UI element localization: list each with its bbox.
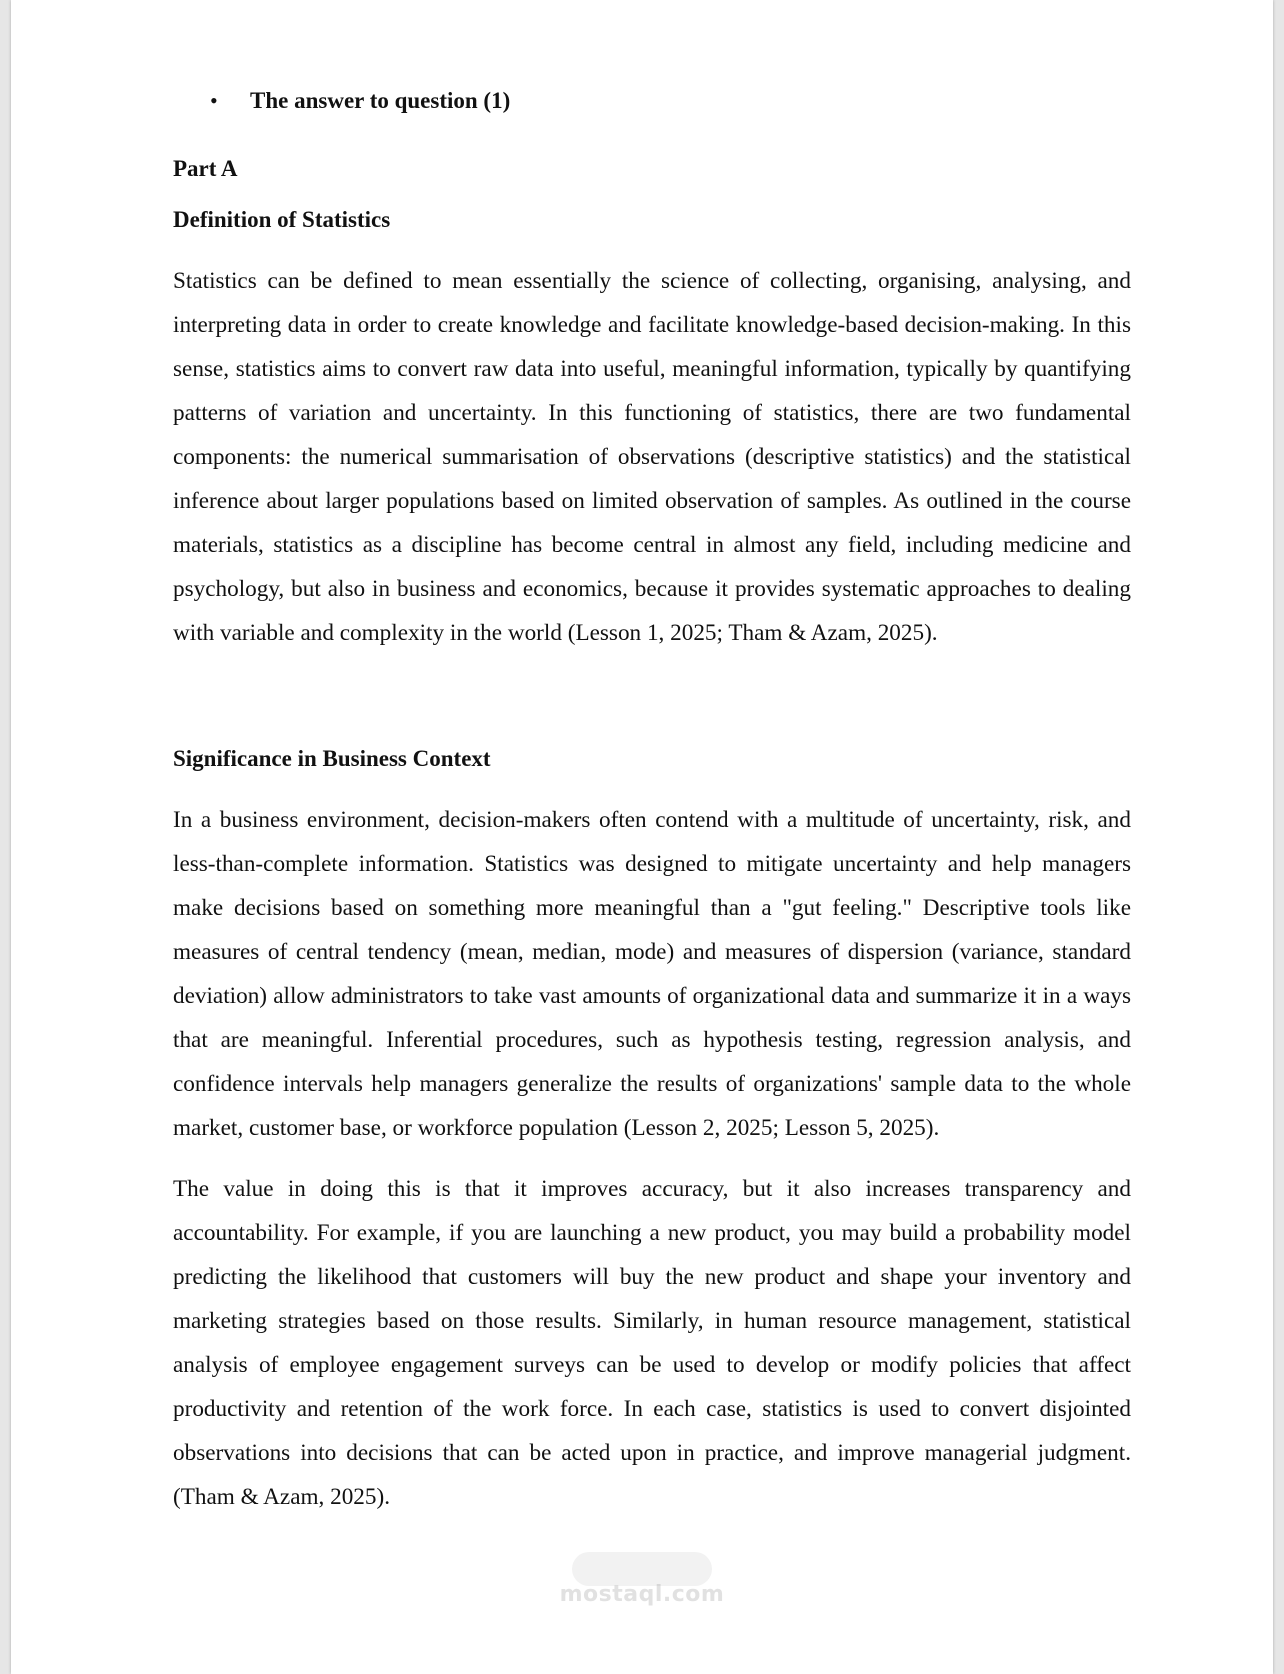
watermark-text: mostaql.com [559,1582,725,1607]
watermark-logo [572,1552,712,1586]
question-bullet [210,82,1131,120]
definition-paragraph: Statistics can be defined to mean essentially the science of collecting, organising, analysing, and interpreting data in order to create knowledge and facilitate knowledge-based decision-making. In this sense, statistics aims to convert raw data into useful, meaningful information, typically by quantifying patterns of variation and uncertainty. In this functioning of statistics, there are two fundamental components: the numerical summarisation of observations (descriptive statistics) and the statistical inference about larger populations based on limited observation of samples. As outlined in the course materials, statistics as a discipline has become central in almost any field, including medicine and psychology, but also in business and economics, because it provides systematic approaches to dealing with variable and complexity in the world (Lesson 1, 2025; Tham & Azam, 2025). [173,268,1131,646]
question-title: The answer to question (1) [250,88,511,113]
bullet-icon: • [210,88,218,113]
significance-paragraph-2: The value in doing this is that it improves accuracy, but it also increases transparency and accountability. For example, if you are launching a new product, you may build a probability model predicting the likelihood that customers will buy the new product and shape your inventory and marketing strategies based on those results. Similarly, in human resource management, statistical analysis of employee engagement surveys can be used to develop or modify policies that affect productivity and retention of the work force. In each case, statistics is used to convert disjointed observations into decisions that can be acted upon in practice, and improve managerial judgment. (Tham & Azam, 2025). [173,1176,1131,1510]
document-body [173,82,1131,1519]
definition-heading: Definition of Statistics [173,207,391,232]
significance-heading: Significance in Business Context [173,746,491,771]
document-page [11,0,1273,1674]
part-a-heading: Part A [173,156,238,181]
significance-paragraph-1: In a business environment, decision-makers often contend with a multitude of uncertainty, risk, and less-than-complete information. Statistics was designed to mitigate uncertainty and help managers make decisions based on something more meaningful than a "gut feeling." Descriptive tools like measures of central tendency (mean, median, mode) and measures of dispersion (variance, standard deviation) allow administrators to take vast amounts of organizational data and summarize it in a ways that are meaningful. Inferential procedures, such as hypothesis testing, regression analysis, and confidence intervals help managers generalize the results of organizations' sample data to the whole market, customer base, or workforce population (Lesson 2, 2025; Lesson 5, 2025). [173,807,1131,1141]
